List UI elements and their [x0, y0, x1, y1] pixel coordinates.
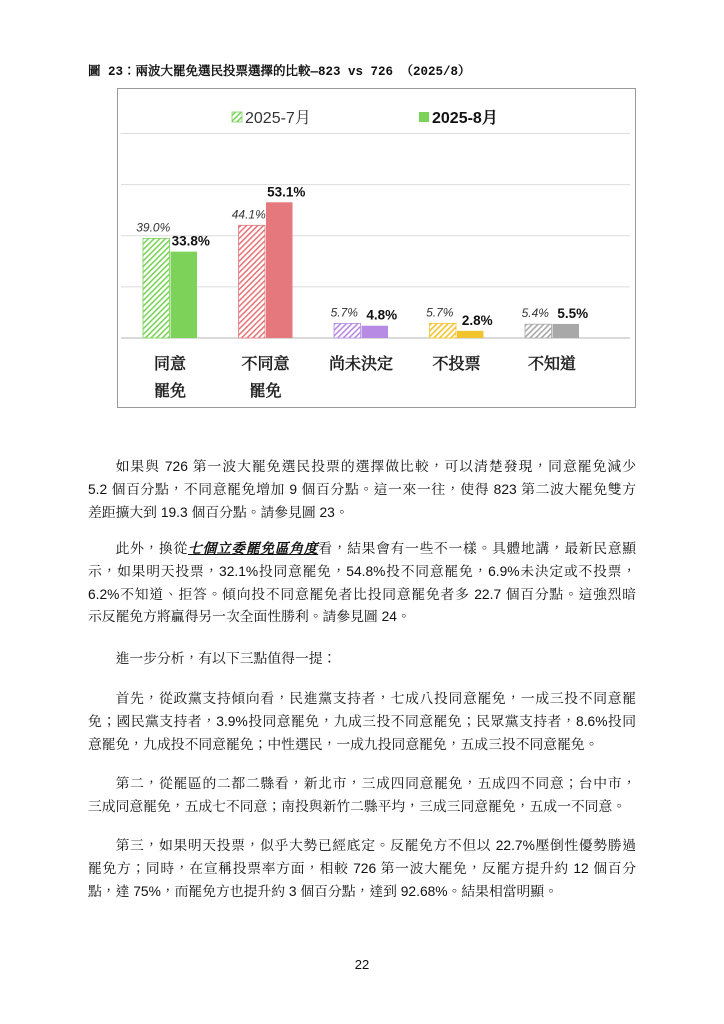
bar-series2-category3	[362, 326, 389, 338]
text-line: 第二，從罷區的二都二縣看，新北市，三成四同意罷免，五成四不同意；台中市，	[115, 776, 636, 791]
data-label-series2-category4: 2.8%	[461, 312, 493, 328]
data-labels	[136, 184, 588, 328]
figure-caption: 圖 23：兩波大罷免選民投票選擇的比較—823 vs 726 （2025/8）	[88, 65, 471, 79]
paragraph-4	[88, 688, 636, 756]
legend-swatch-2025-8	[419, 112, 429, 122]
emphasized-text: 七個立委罷免區角度	[187, 541, 319, 556]
text-line: 進一步分析，有以下三點值得一提：	[115, 651, 337, 666]
legend-label-2025-7: 2025-7月	[245, 110, 311, 127]
data-label-series1-category5: 5.4%	[521, 306, 549, 321]
text-line: 示反罷免方將贏得另一次全面性勝利。請參見圖 24。	[88, 609, 411, 625]
data-label-series2-category1: 33.8%	[171, 233, 210, 249]
paragraph-2	[88, 538, 636, 629]
data-label-series1-category2: 44.1%	[231, 207, 266, 222]
page-number: 22	[354, 957, 370, 972]
data-label-series2-category2: 53.1%	[267, 184, 306, 200]
text-line: 示，如果明天投票，32.1%投同意罷免，54.8%投不同意罷免，6.9%未決定或不投票，	[88, 563, 636, 579]
text-line: 三成同意罷免，五成七不同意；南投與新竹二縣平均，三成三同意罷免，五成一不同意。	[88, 798, 627, 814]
category-label: 不投票	[432, 356, 481, 373]
text-line: 點，達 75%，而罷免方也提升約 3 個百分點，達到 92.68%。結果相當明顯。	[88, 883, 558, 899]
bars	[143, 202, 579, 338]
paragraph-6	[88, 835, 636, 903]
bar-series1-category5	[525, 324, 552, 338]
text-segment: 此外，換從	[115, 541, 188, 556]
data-label-series1-category1: 39.0%	[136, 220, 171, 235]
bar-series2-category5	[553, 324, 580, 338]
text-segment: 看，結果會有一些不一樣。具體地講，最新民意顯	[318, 541, 637, 556]
text-line	[88, 538, 636, 561]
legend-label-2025-8: 2025-8月	[432, 110, 498, 127]
data-label-series2-category5: 5.5%	[557, 305, 589, 321]
text-line: 6.2%不知道、拒答。傾向投不同意罷免者比投同意罷免者多 22.7 個百分點。這強烈暗	[88, 586, 636, 602]
bar-series1-category2	[239, 225, 266, 338]
text-line: 罷免方；同時，在宣稱投票率方面，相較 726 第一波大罷免，反罷方提升約 12 個百分	[88, 860, 636, 876]
legend-swatch-2025-7	[232, 112, 242, 122]
bar-series2-category2	[266, 202, 293, 338]
text-line: 5.2 個百分點，不同意罷免增加 9 個百分點。這一來一往，使得 823 第二波大罷免雙方	[88, 481, 636, 497]
category-label: 同意 罷免	[153, 356, 186, 400]
bar-series1-category1	[143, 238, 170, 338]
category-label: 尚未決定	[328, 356, 393, 373]
category-label: 不同意 罷免	[241, 356, 290, 400]
text-line: 差距擴大到 19.3 個百分點。請參見圖 23。	[88, 504, 349, 520]
paragraph-3	[88, 648, 636, 671]
bar-series1-category4	[430, 323, 457, 338]
text-line: 免；國民黨支持者，3.9%投同意罷免，九成三投不同意罷免；民眾黨支持者，8.6%投同	[88, 713, 636, 729]
data-label-series1-category4: 5.7%	[426, 305, 454, 320]
paragraph-5	[88, 773, 636, 819]
legend	[232, 109, 498, 127]
bar-series2-category1	[171, 252, 198, 338]
text-line: 如果與 726 第一波大罷免選民投票的選擇做比較，可以清楚發現，同意罷免減少	[115, 459, 636, 474]
chart-frame	[117, 88, 636, 408]
bar-series1-category3	[334, 323, 361, 338]
text-line: 意罷免，九成投不同意罷免；中性選民，一成九投同意罷免，五成三投不同意罷免。	[88, 736, 599, 752]
category-label: 不知道	[527, 356, 576, 373]
paragraph-1	[88, 456, 636, 524]
data-label-series2-category3: 4.8%	[366, 307, 398, 323]
text-line: 第三，如果明天投票，似乎大勢已經底定。反罷免方不但以 22.7%壓倒性優勢勝過	[115, 838, 636, 853]
bar-series2-category4	[457, 331, 484, 338]
data-label-series1-category3: 5.7%	[330, 305, 358, 320]
text-line: 首先，從政黨支持傾向看，民進黨支持者，七成八投同意罷免，一成三投不同意罷	[115, 691, 636, 706]
